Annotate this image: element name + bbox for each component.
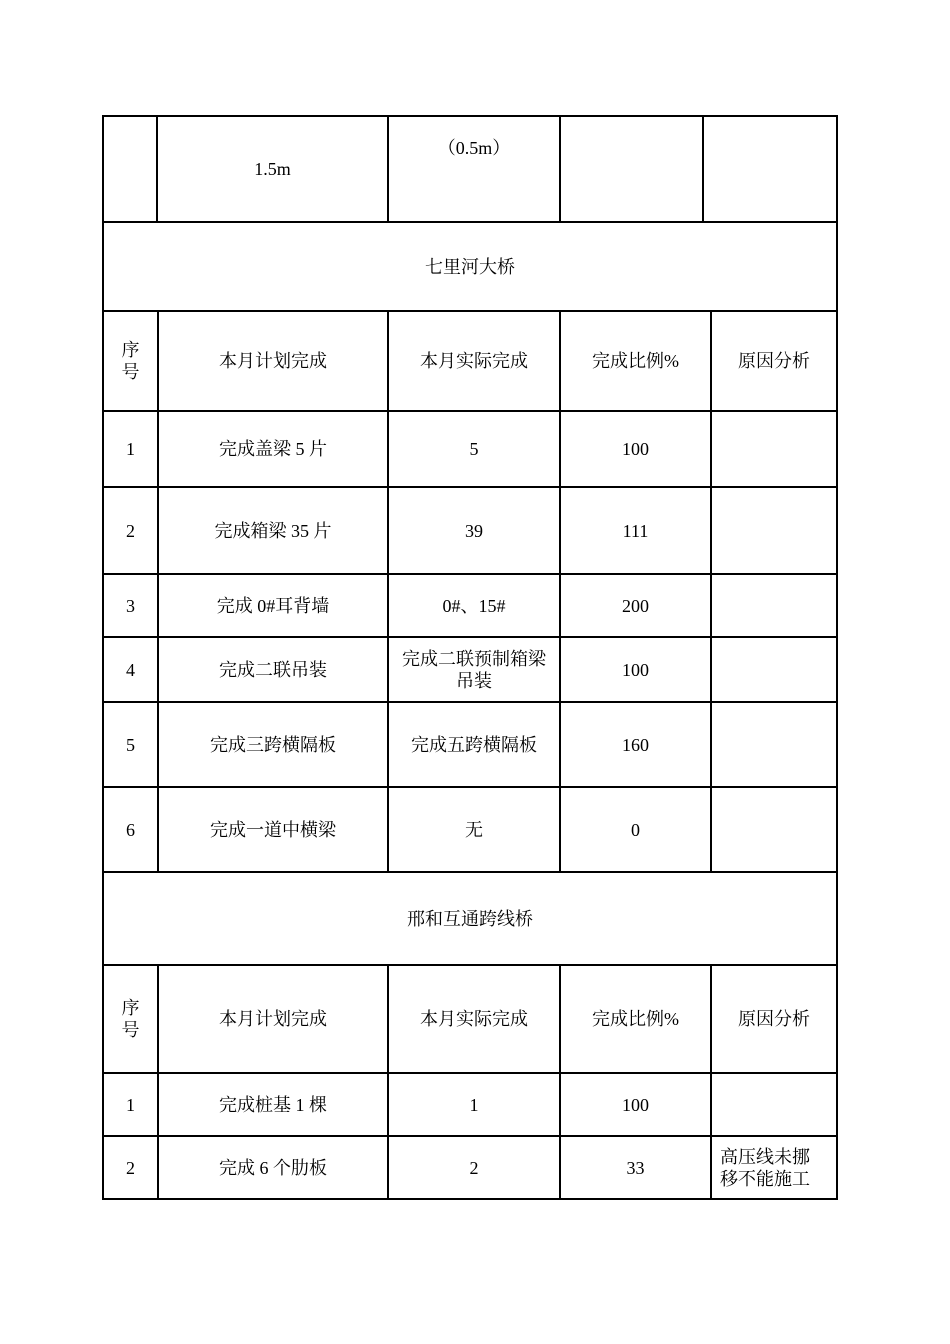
header-ratio: 完成比例% xyxy=(592,1009,679,1029)
table-row-reason: 高压线未挪移不能施工 xyxy=(720,1146,810,1189)
section-title-xinghe-interchange-bridge: 邢和互通跨线桥 xyxy=(407,908,533,929)
table-row-reason xyxy=(712,788,836,871)
table-row-seq: 6 xyxy=(126,819,135,840)
table-row-ratio: 100 xyxy=(622,1094,649,1115)
table-row-seq: 5 xyxy=(126,734,135,755)
table-row-reason xyxy=(712,703,836,786)
table-row-ratio: 160 xyxy=(622,734,649,755)
header-seq: 序号 xyxy=(121,998,140,1040)
header-ratio: 完成比例% xyxy=(592,351,679,371)
col-rule xyxy=(387,115,389,222)
table-row-plan: 完成二联吊装 xyxy=(219,659,327,680)
table-border-right xyxy=(836,115,838,1200)
table-row-seq: 3 xyxy=(126,595,135,616)
table-row-ratio: 100 xyxy=(622,659,649,680)
table-row-seq: 2 xyxy=(126,520,135,541)
table-row-plan: 完成箱梁 35 片 xyxy=(214,520,332,541)
table-row-ratio: 100 xyxy=(622,439,649,459)
col-rule xyxy=(559,115,561,222)
fragment-thickness-cell: （0.5m） xyxy=(437,138,511,158)
fragment-width-cell: 1.5m xyxy=(254,159,291,179)
section-title-qilihe-bridge: 七里河大桥 xyxy=(425,256,515,277)
table-row-plan: 完成盖梁 5 片 xyxy=(219,439,327,459)
table-row-seq: 4 xyxy=(126,659,135,680)
col-rule xyxy=(702,115,704,222)
table-row-actual: 无 xyxy=(465,819,483,840)
table-row-reason xyxy=(712,575,836,636)
table-row-ratio: 200 xyxy=(622,595,649,616)
table-row-reason xyxy=(712,412,836,486)
table-row-reason xyxy=(712,488,836,573)
table-row-seq: 1 xyxy=(126,439,135,459)
table-row-actual: 0#、15# xyxy=(442,595,506,616)
table-row-actual: 1 xyxy=(469,1094,479,1115)
header-actual: 本月实际完成 xyxy=(420,351,528,371)
table-row-seq: 1 xyxy=(126,1094,135,1115)
header-plan: 本月计划完成 xyxy=(219,351,327,371)
table-row-actual: 完成五跨横隔板 xyxy=(411,734,537,755)
table-row-actual: 完成二联预制箱梁吊装 xyxy=(402,648,546,691)
table-row-ratio: 0 xyxy=(631,819,640,840)
table-row-ratio: 111 xyxy=(622,520,649,541)
table-row-actual: 2 xyxy=(469,1157,479,1178)
table-row-actual: 39 xyxy=(465,520,483,541)
table-row-plan: 完成一道中横梁 xyxy=(210,819,336,840)
table-row-seq: 2 xyxy=(126,1157,135,1178)
table-row-reason xyxy=(712,1074,836,1135)
table-row-plan: 完成三跨横隔板 xyxy=(210,734,336,755)
header-reason: 原因分析 xyxy=(738,351,810,371)
header-plan: 本月计划完成 xyxy=(219,1009,327,1029)
header-actual: 本月实际完成 xyxy=(420,1009,528,1029)
table-row-plan: 完成 0#耳背墙 xyxy=(216,595,330,616)
table-border-bottom xyxy=(102,1198,838,1200)
header-reason: 原因分析 xyxy=(738,1009,810,1029)
table-row-reason xyxy=(712,638,836,701)
table-row-plan: 完成桩基 1 棵 xyxy=(219,1094,327,1115)
table-row-plan: 完成 6 个肋板 xyxy=(219,1157,327,1178)
table-row-ratio: 33 xyxy=(626,1157,645,1178)
header-seq: 序号 xyxy=(121,340,140,382)
table-row-actual: 5 xyxy=(469,439,479,459)
